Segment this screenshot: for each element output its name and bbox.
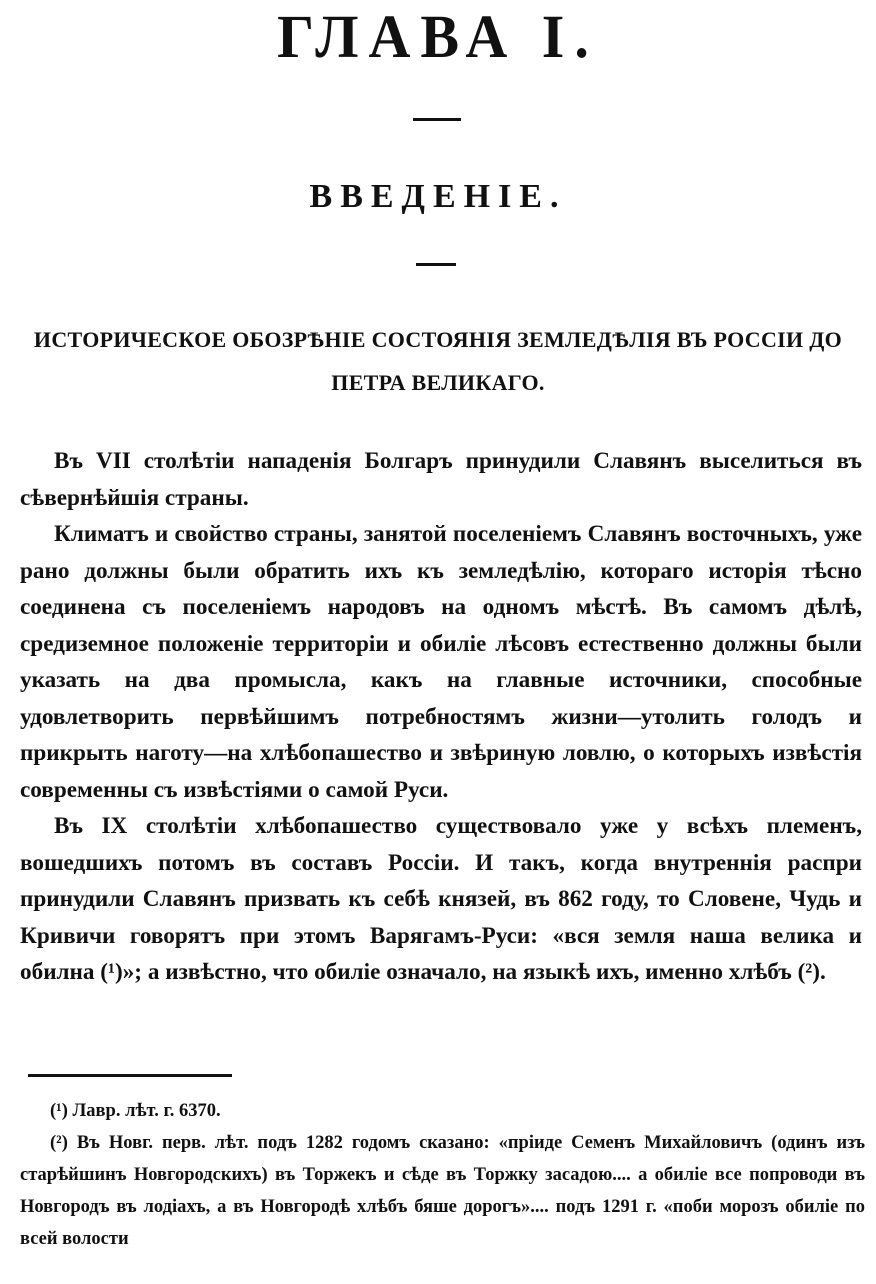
paragraph: Въ IX столѣтіи хлѣбопашество существовало уже у всѣхъ племенъ, вошедшихъ потомъ въ составъ Россіи. И такъ, когда внутреннія распри принудили Славянъ призвать къ себѣ князей, въ 862 году, то Словене, Чудь и Кривичи говорятъ при этомъ Варягамъ-Руси: «вся земля наша велика и обилна (¹)»; а извѣстно, что обиліе означало, на языкѣ ихъ, именно хлѣбъ (²).: [20, 813, 862, 985]
footnote: [20, 1127, 865, 1255]
chapter-subtitle: ИСТОРИЧЕСКОЕ ОБОЗРѢНІЕ СОСТОЯНІЯ ЗЕМЛЕДѢЛІЯ ВЪ РОССІИ ДО ПЕТРА ВЕЛИКАГО.: [33, 327, 843, 395]
paragraph: Въ VII столѣтіи нападенія Болгаръ принудили Славянъ выселиться въ сѣвернѣйшія страны.: [20, 448, 862, 511]
title-divider: [413, 118, 461, 121]
chapter-title: ГЛАВА I.: [277, 2, 599, 71]
body-text: [20, 443, 862, 991]
footnotes: [20, 1095, 865, 1255]
footnote: [20, 1095, 865, 1127]
footnote-mark: (¹): [50, 1101, 68, 1121]
section-title: ВВЕДЕНІЕ.: [309, 178, 567, 215]
paragraph: Климатъ и свойство страны, занятой поселеніемъ Славянъ восточныхъ, уже рано должны были обратить ихъ къ земледѣлію, котораго исторія тѣсно соединена съ поселеніемъ народовъ на одномъ мѣстѣ. Въ самомъ дѣлѣ, средиземное положеніе территоріи и обиліе лѣсовъ естественно должны были указать на два промысла, какъ на главные источники, способные удовлетворить первѣйшимъ потребностямъ жизни—утолить голодъ и прикрыть наготу—на хлѣбопашество и звѣриную ловлю, о которыхъ извѣстія современны съ извѣстіями о самой Руси.: [20, 521, 862, 803]
section-divider: [416, 263, 456, 266]
footnote-text: Лавр. лѣт. г. 6370.: [72, 1101, 221, 1121]
footnote-text: Въ Новг. перв. лѣт. подъ 1282 годомъ сказано: «пріиде Семенъ Михайловичъ (одинъ изъ старѣйшинъ Новгородскихъ) въ Торжекъ и сѣде въ Торжку засадою.... а обиліе все попроводи въ Новгородъ въ лодіахъ, а въ Новгородѣ хлѣбъ бяше дорогъ».... подъ 1291 г. «поби морозъ обиліе по всей волости: [20, 1133, 866, 1249]
footnote-rule: [28, 1074, 232, 1077]
footnote-mark: (²): [50, 1133, 68, 1153]
